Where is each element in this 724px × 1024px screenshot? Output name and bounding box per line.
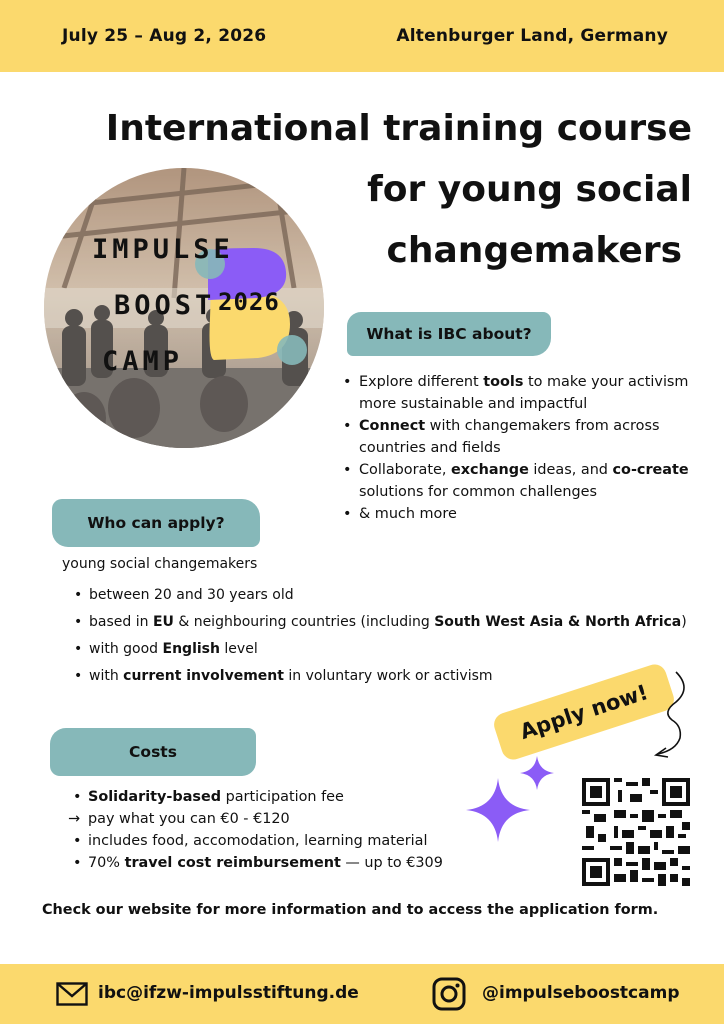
website-note: Check our website for more information and to access the application form. <box>42 902 659 918</box>
list-item: → pay what you can €0 - €120 <box>68 808 498 830</box>
title-line-1: International training course <box>105 108 692 149</box>
list-item: • Solidarity-based participation fee <box>68 786 498 808</box>
event-photo <box>44 168 324 448</box>
curved-arrow-icon <box>646 668 696 760</box>
mail-icon <box>56 982 88 1006</box>
qr-code-icon[interactable] <box>582 778 690 886</box>
top-banner <box>0 0 724 72</box>
contact-email[interactable]: ibc@ifzw-impulsstiftung.de <box>98 983 359 1003</box>
list-item: • Connect with changemakers from across countries and fields <box>341 415 701 459</box>
logo-year: 2026 <box>218 288 280 316</box>
apply-now-badge[interactable]: Apply now! <box>491 661 677 762</box>
list-item: • 70% travel cost reimbursement — up to €309 <box>68 852 498 874</box>
costs-list <box>68 786 498 874</box>
sparkle-icon <box>466 778 530 842</box>
list-item: • based in EU & neighbouring countries (including South West Asia & North Africa) <box>74 609 714 636</box>
instagram-handle[interactable]: @impulseboostcamp <box>482 983 680 1003</box>
logo-word-boost: BOOST <box>114 290 216 321</box>
list-item: • between 20 and 30 years old <box>74 582 714 609</box>
costs-heading: Costs <box>50 728 256 776</box>
instagram-icon <box>432 977 466 1011</box>
list-item: • with good English level <box>74 636 714 663</box>
who-heading: Who can apply? <box>52 499 260 547</box>
list-item: • Explore different tools to make your activism more sustainable and impactful <box>341 371 701 415</box>
list-item: • with current involvement in voluntary work or activism <box>74 663 714 690</box>
event-location: Altenburger Land, Germany <box>396 26 668 46</box>
event-dates: July 25 – Aug 2, 2026 <box>62 26 267 46</box>
logo-word-camp: CAMP <box>102 346 184 377</box>
title-line-2: for young social <box>367 169 692 210</box>
logo-word-impulse: IMPULSE <box>92 234 234 265</box>
list-item: • & much more <box>341 503 701 525</box>
who-lead: young social changemakers <box>62 556 258 572</box>
list-item: • includes food, accomodation, learning material <box>68 830 498 852</box>
about-heading: What is IBC about? <box>347 312 551 356</box>
about-list <box>341 371 701 525</box>
who-list <box>74 582 714 690</box>
list-item: • Collaborate, exchange ideas, and co-create solutions for common challenges <box>341 459 701 503</box>
title-line-3: changemakers <box>386 230 682 271</box>
